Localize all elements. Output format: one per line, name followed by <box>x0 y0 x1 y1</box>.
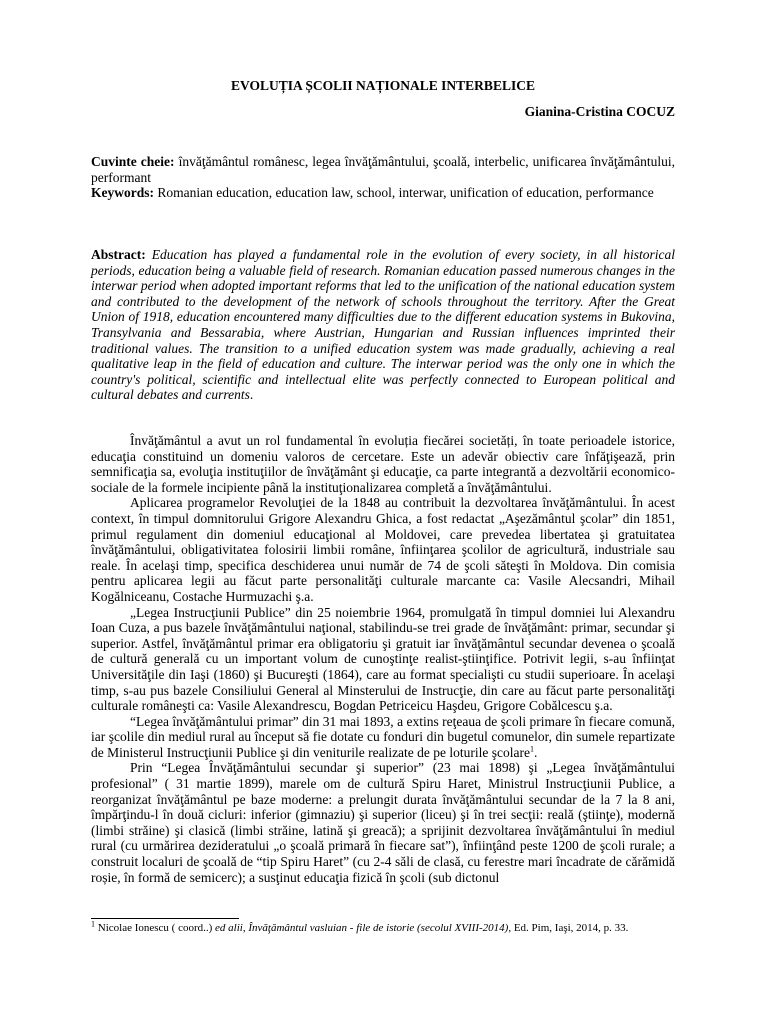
author-name: Gianina-Cristina COCUZ <box>524 104 675 119</box>
paper-title: EVOLUȚIA ȘCOLII NAȚIONALE INTERBELICE <box>231 78 535 93</box>
footnote-etalii: ed alii, <box>215 922 246 934</box>
keywords-ro-text: învăţământul românesc, legea învăţământului, şcoală, interbelic, unificarea învăţământului, performant <box>91 154 676 185</box>
footnote-work: Învăţământul vasluian - file de istorie (secolul XVIII-2014) <box>248 922 509 934</box>
paragraph: Aplicarea programelor Revoluţiei de la 1848 au contribuit la dezvoltarea învăţământului. În acest context, în timpul domnitorului Grigore Alexandru Ghica, a fost redactat „Aşezământul şcolar” din 1851, primul regulament din domeniul educaţional al Moldovei, care prevedea libertatea şi gratuitatea învăţământului, obligativitatea folosirii limbii române, înfiinţarea şcolilor de agricultură, industriale sau reale. În acelaşi timp, specifica deschiderea unui număr de 74 de şcoli săteşti în Moldova. Din comisia pentru aplicarea legii au făcut parte personalităţi culturale marcante ca: Vasile Alecsandri, Mihail Kogălniceanu, Costache Hurmuzachi ş.a. <box>91 495 675 604</box>
footnote-divider <box>91 918 239 919</box>
footnote <box>91 921 675 935</box>
abstract-text: Education has played a fundamental role in the evolution of every society, in all historical periods, education being a valuable field of research. Romanian education passed numerous changes in the interwar period when adopted important reforms that led to the unification of the national education system and contributed to the development of the network of schools throughout the territory. After the Great Union of 1918, education encountered many difficulties due to the different education systems in Bukovina, Transylvania and Bessarabia, where Austrian, Hungarian and Russian influences imprinted their traditional values. The transition to a unified education system was made gradually, achieving a real qualitative leap in the field of education and culture. The interwar period was the only one in which the country's political, scientific and intellectual elite was perfectly connected to European political and cultural debates and currents <box>91 247 675 403</box>
paragraph: Prin “Legea Învăţământului secundar şi superior” (23 mai 1898) şi „Legea învăţământului profesional” ( 31 martie 1899), marele om de cultură Spiru Haret, Ministrul Instrucţiunii Publice, a reorganizat învăţământul pe baze moderne: a prelungit durata învăţământului secundar de la 7 la 8 ani, împărţindu-l în două cicluri: inferior (gimnaziu) şi superior (liceu) şi în trei secţii: reală (ştiinţe), modernă (limbi străine) şi clasică (limbi străine, latină şi greacă); a sprijinit dezvoltarea învăţământului în mediul rural (cu urmărirea dezideratului „o şcoală primară în fiecare sat”), înfiinţând peste 1200 de şcoli rurale; a construit localuri de şcoală de “tip Spiru Haret” (cu 2-4 săli de clasă, cu ferestre mari încadrate de cărămidă roșie, în formă de semicerc); a susţinut educaţia fizică în şcoli (sub dictonul <box>91 760 675 885</box>
paragraph: „Legea Instrucţiunii Publice” din 25 noiembrie 1964, promulgată în timpul domniei lui Alexandru Ioan Cuza, a pus bazele învăţământului naţional, stabilindu-se trei grade de învăţământ: primar, secundar şi superior. Astfel, învăţământul primar era obligatoriu şi gratuit iar învăţământul secundar devenea o şcoală de cultură generală cu un important volum de cunoştinţe realist-ştiinţifice. Potrivit legii, s-au înfiinţat Universităţile din Iaşi (1860) şi Bucureşti (1864), care au format specialişti cu studii superioare. În acelaşi timp, s-au pus bazele Consiliului General al Minsterului de Instrucţie, din care au făcut parte personalităţi culturale româneşti ca: Vasile Alexandrescu, Bogdan Petriceicu Haşdeu, Grigore Cobălcescu ş.a. <box>91 604 675 714</box>
footnote-publisher: , Ed. Pim, Iaşi, 2014, p. 33. <box>508 922 629 934</box>
abstract <box>91 247 675 403</box>
keywords-ro <box>91 154 675 185</box>
footnote-number: 1 <box>91 919 95 929</box>
keywords-en-text: Romanian education, education law, school, interwar, unification of education, performance <box>157 185 654 201</box>
keywords-ro-label: Cuvinte cheie: <box>91 154 175 169</box>
paragraph: “Legea învăţământului primar” din 31 mai 1893, a extins reţeaua de şcoli primare în fiecare comună, iar şcolile din mediul rural au început să fie dotate cu fonduri din bugetul comunelor, din sumele repartizate de Ministerul Instrucţiunii Publice şi din veniturile realizate de pe loturile şcolare$^1$. <box>91 713 675 760</box>
keywords-en-label: Keywords: <box>91 185 154 201</box>
abstract-label: Abstract: <box>91 247 146 262</box>
keywords-section <box>91 154 675 201</box>
abstract-end: . <box>249 387 254 403</box>
footnote-author: Nicolae Ionescu ( coord..) <box>97 922 213 934</box>
footnote-marker[interactable]: 1 <box>530 744 534 754</box>
paragraph: Învăţământul a avut un rol fundamental în evoluția fiecărei societăți, în toate perioadele istorice, educaţia constituind un domeniu valoros de cercetare. Este un adevăr obiectiv care înfăţişează, prin semnificaţia sa, evoluţia instituţiilor de învăţământ şi educaţie, ca parte integrantă a dezvoltării economico-sociale de la formele incipiente până la instituţionalizarea completă a învăţământului. <box>91 433 675 495</box>
body-text <box>91 433 675 885</box>
keywords-en <box>91 185 675 201</box>
paragraph-text: “Legea învăţământului primar” din 31 mai 1893, a extins reţeaua de şcoli primare în fiecare comună, iar şcolile din mediul rural au început să fie dotate cu fonduri din bugetul comunelor, din sumele repartizate de Ministerul Instrucţiunii Publice şi din veniturile realizate de pe loturile şcolare <box>91 713 675 760</box>
